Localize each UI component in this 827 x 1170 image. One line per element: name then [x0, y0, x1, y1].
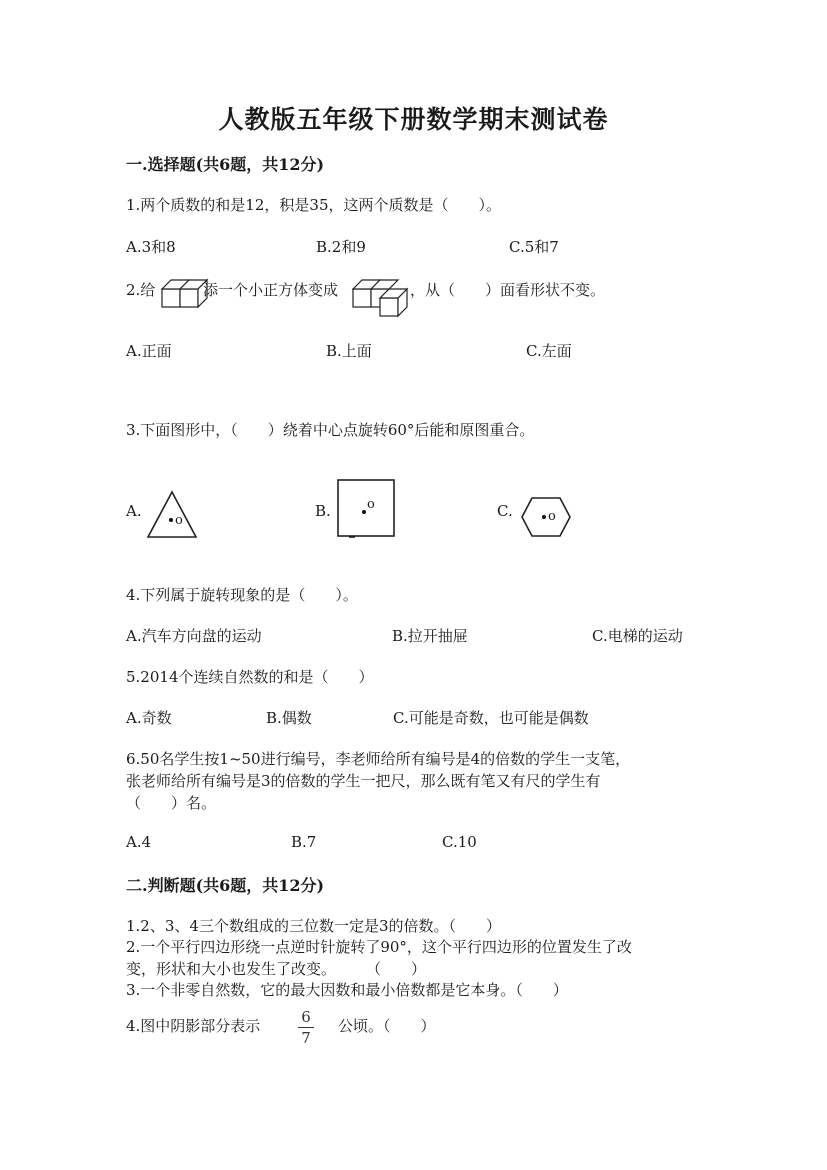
question-1: 1.两个质数的和是12，积是35，这两个质数是（ ）。 — [126, 196, 501, 214]
q6-option-c: C.10 — [442, 833, 477, 851]
square-shape-icon — [337, 479, 395, 539]
judgement-2-line-2: 变，形状和大小也发生了改变。 （ ） — [126, 960, 427, 978]
triangle-shape-icon — [146, 490, 198, 540]
q5-option-c: C.可能是奇数，也可能是偶数 — [393, 709, 589, 727]
q3-label-b: B. — [315, 502, 331, 520]
section-heading-choice: 一.选择题(共6题，共12分) — [126, 155, 325, 174]
question-6-line-2: 张老师给所有编号是3的倍数的学生一把尺，那么既有笔又有尺的学生有 — [126, 772, 601, 790]
q4-option-c: C.电梯的运动 — [592, 627, 683, 645]
q3-label-a: A. — [126, 502, 142, 520]
judgement-4-part-b: 公顷。（ ） — [338, 1017, 436, 1035]
q3-label-c: C. — [497, 502, 513, 520]
question-2-part-a: 2.给 — [126, 281, 156, 299]
question-2-part-c: ，从（ ）面看形状不变。 — [410, 281, 606, 299]
judgement-2-line-1: 2.一个平行四边形绕一点逆时针旋转了90°，这个平行四边形的位置发生了改 — [126, 938, 632, 956]
q2-option-b: B.上面 — [326, 342, 372, 360]
q1-option-b: B.2和9 — [316, 238, 366, 256]
square-center-label: o — [367, 497, 375, 512]
judgement-1: 1.2、3、4三个数组成的三位数一定是3的倍数。（ ） — [126, 917, 501, 935]
triangle-center-label: o — [175, 513, 183, 528]
q6-option-b: B.7 — [291, 833, 317, 851]
q5-option-a: A.奇数 — [126, 709, 172, 727]
q6-option-a: A.4 — [126, 833, 152, 851]
hexagon-center-label: o — [548, 509, 556, 524]
q4-option-a: A.汽车方向盘的运动 — [126, 627, 262, 645]
q2-option-c: C.左面 — [526, 342, 572, 360]
fraction — [298, 1008, 314, 1047]
judgement-4-part-a: 4.图中阴影部分表示 — [126, 1017, 261, 1035]
q5-option-b: B.偶数 — [266, 709, 312, 727]
question-5: 5.2014个连续自然数的和是（ ） — [126, 668, 374, 686]
two-cubes-icon — [160, 276, 202, 318]
page-title: 人教版五年级下册数学期末测试卷 — [218, 105, 609, 134]
q4-option-b: B.拉开抽屉 — [392, 627, 468, 645]
question-3: 3.下面图形中，（ ）绕着中心点旋转60°后能和原图重合。 — [126, 421, 535, 439]
fraction-numerator: 6 — [301, 1008, 311, 1026]
hexagon-shape-icon — [520, 497, 572, 539]
fraction-denominator: 7 — [301, 1029, 311, 1047]
three-cubes-icon — [352, 276, 408, 324]
question-6-line-1: 6.50名学生按1~50进行编号，李老师给所有编号是4的倍数的学生一支笔， — [126, 750, 631, 768]
judgement-3: 3.一个非零自然数，它的最大因数和最小倍数都是它本身。（ ） — [126, 981, 568, 999]
section-heading-judgement: 二.判断题(共6题，共12分) — [126, 876, 325, 895]
question-4: 4.下列属于旋转现象的是（ ）。 — [126, 586, 358, 604]
fraction-bar — [298, 1027, 314, 1028]
q1-option-c: C.5和7 — [509, 238, 559, 256]
question-6-line-3: （ ）名。 — [126, 794, 217, 812]
question-2-part-b: 添一个小正方体变成 — [203, 281, 339, 299]
q2-option-a: A.正面 — [126, 342, 172, 360]
q1-option-a: A.3和8 — [126, 238, 176, 256]
